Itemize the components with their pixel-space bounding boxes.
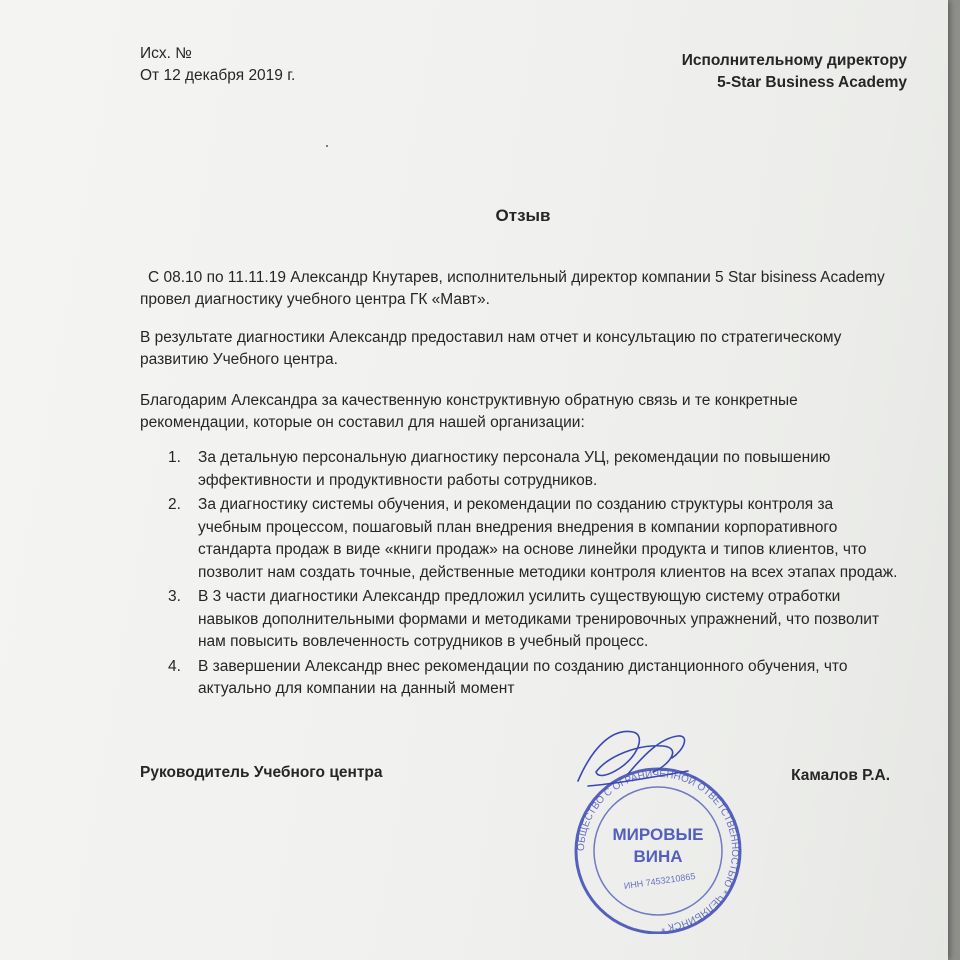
paragraph-thanks: Благодарим Александра за качественную конструктивную обратную связь и те конкретные рекомендации, которые он составил для нашей организации: [140,392,798,431]
list-item-text: В завершении Александр внес рекомендации по созданию дистанционного обучения, что актуально для компании на данный момент [198,657,848,697]
paragraph-result: В результате диагностики Александр предоставил нам отчет и консультацию по стратегическому развитию Учебного центра. [140,329,842,368]
list-item [140,656,900,701]
list-item-text: В 3 части диагностики Александр предложил усилить существующую систему отработки навыков дополнительными формами и методиками тренировочных упражнений, что позволит нам повысить вовлеченность сотрудников в учебный процесс. [198,588,880,650]
list-item [140,586,900,654]
list-item-number: 3. [168,588,181,605]
list-item [140,494,900,584]
stamp-center-line2: ВИНА [633,847,683,866]
list-item-number: 4. [168,657,181,675]
list-item [140,447,900,492]
stamp-center-line1: МИРОВЫЕ [612,825,704,844]
signatory-name: Камалов Р.А. [791,767,890,784]
letter-date: От 12 декабря 2019 г. [140,67,296,84]
list-item-text: За диагностику системы обучения, и рекомендации по созданию структуры контроля за учебным процессом, пошаговый план внедрения внедрения в компании корпоративного стандарта продаж в виде «книги продаж» на основе линейки продукта и типов клиентов, что позволит нам создать точные, действенные методики контроля клиентов на всех этапах продаж. [198,496,898,581]
company-stamp [568,726,748,934]
list-item-text: За детальную персональную диагностику персонала УЦ, рекомендации по повышению эффективности и продуктивности работы сотрудников. [198,449,831,489]
signatory-position: Руководитель Учебного центра [140,764,383,781]
document-title: Отзыв [495,206,551,225]
recommendations-list [140,447,900,703]
recipient-org: 5-Star Business Academy [717,74,907,91]
paper-speck [326,145,328,147]
paragraph-intro: С 08.10 по 11.11.19 Александр Кнутарев, исполнительный директор компании 5 Star bisiness Academy провел диагностику учебного центра ГК «Мавт». [140,269,885,308]
list-item-number: 2. [168,496,181,513]
stamp-inn: ИНН 7453210865 [623,871,696,891]
list-item-number: 1. [168,449,181,466]
outgoing-number: Исх. № [140,45,192,62]
recipient-title: Исполнительному директору [681,52,907,69]
stamp-ring-text: ОБЩЕСТВО С ОГРАНИЧЕННОЙ ОТВЕТСТВЕННОСТЬЮ * ЧЕЛЯБИНСК * [575,768,741,933]
